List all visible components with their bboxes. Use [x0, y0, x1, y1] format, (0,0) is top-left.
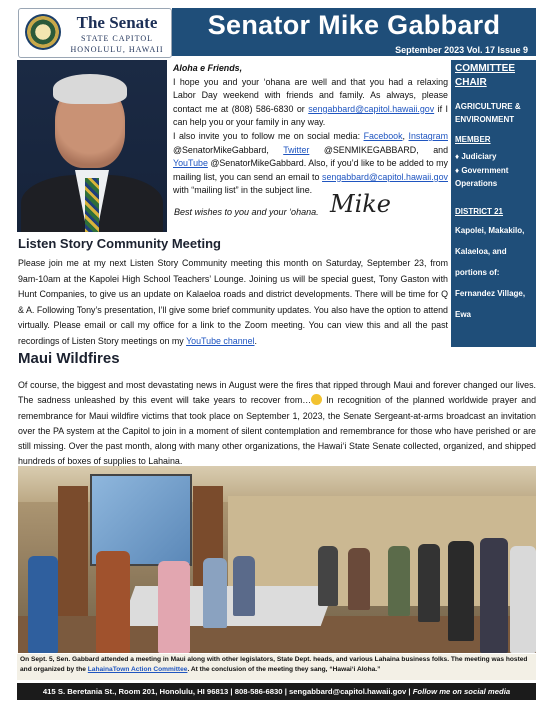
committee-label: COMMITTEE	[455, 63, 515, 74]
page-title: Senator Mike Gabbard	[207, 10, 501, 40]
chair-label: CHAIR	[455, 77, 487, 88]
signoff: Best wishes to you and your ‘ohana.	[174, 207, 319, 217]
member-label: MEMBER	[455, 135, 491, 144]
senator-portrait	[17, 60, 167, 232]
chair-committee: AGRICULTURE & ENVIRONMENT	[455, 102, 521, 124]
meeting-photo	[18, 466, 536, 653]
maui-heading: Maui Wildfires	[18, 350, 120, 367]
logo-line1: STATE CAPITOL	[81, 34, 153, 43]
title-banner	[172, 8, 536, 56]
twitter-link[interactable]: Twitter	[283, 144, 310, 155]
sidebar	[451, 60, 536, 347]
logo-line2: HONOLULU, HAWAII	[70, 45, 164, 54]
district-label: DISTRICT 21	[455, 207, 504, 216]
signature: Mike	[330, 190, 391, 218]
youtube-channel-link[interactable]: YouTube channel	[186, 335, 255, 346]
listen-story-text: Please join me at my next Listen Story Community meeting this month on Saturday, September 23, from 9am-10am at the Kapolei High School Teachers’ Lounge. Joining us will be special guest, Tony Gaston with Hunt Companies, to give us an update on Kalaeloa roads and district developments. There will be time for Q & A. Following Tony’s presentation, I’ll give some brief community updates. You also have the option to attend virtually. Please email or call my office for a link to the Zoom meeting. You can view this and all the past recordings of Listen Story meetings on my YouTube channel.	[18, 258, 448, 346]
senate-logo	[18, 8, 172, 58]
member-item: ♦ Judiciary	[455, 152, 497, 161]
state-seal-icon	[25, 14, 61, 50]
social-media-link[interactable]: Follow me on social media	[412, 687, 511, 696]
youtube-link[interactable]: YouTube	[173, 158, 208, 169]
greeting: Aloha e Friends,	[173, 63, 243, 73]
logo-title: The Senate	[76, 13, 158, 32]
instagram-link[interactable]: Instagram	[408, 130, 448, 141]
photo-caption: On Sept. 5, Sen. Gabbard attended a meeting in Maui along with other legislators, State Dept. heads, and various Lahaina business folks. The meeting was hosted and organized by the LahainaTown Action Committee. At the conclusion of the meeting they sang, “Hawai‘i Aloha.”	[17, 654, 536, 680]
lahainatown-link[interactable]: LahainaTown Action Committee	[87, 665, 188, 673]
facebook-link[interactable]: Facebook	[363, 130, 403, 141]
listen-story-heading: Listen Story Community Meeting	[18, 236, 221, 251]
member-item: ♦ Government Operations	[455, 166, 509, 188]
intro-letter: Aloha e Friends, I hope you and your ‘ohana are well and that you had a relaxing Labor Day weekend with friends and family. As always, please contact me at (808) 586-6830 or sengabbard@capitol.hawaii.gov if I can help you or your family in any way. I also invite you to follow me on social media: Facebook, Instagram @SenatorMikeGabbard, Twitter @SENMIKEGABBARD, and YouTube @SenatorMikeGabbard. Also, if you’d like to be added to my mailing list, you can send an email to sengabbard@capitol.hawaii.gov with “mailing list” in the subject line.	[173, 63, 449, 196]
sad-face-icon	[311, 394, 322, 405]
maui-text: Of course, the biggest and most devastating news in August were the fires that ripped through Maui and forever changed our lives. The sadness unleashed by this event will take years to recover from… In recognition of the planned worldwide prayer and remembrance for Maui wildfire victims that took place on September 1, 2023, the Senate Sergeant-at-arms broadcast an invitation over the PA system at the Capitol to join in a moment of silent contemplation and remembrance for those who have perished or are still missing. Over the past month, along with many other organizations, the Hawai‘i State Senate collected, organized, and shipped hundreds of boxes of supplies to Lahaina.	[18, 380, 537, 467]
district-areas: Kapolei, Makakilo, Kalaeloa, and portions of: Fernandez Village, Ewa	[455, 226, 526, 319]
issue-info: September 2023 Vol. 17 Issue 9	[395, 45, 528, 55]
email-link[interactable]: sengabbard@capitol.hawaii.gov	[308, 103, 435, 114]
footer: 415 S. Beretania St., Room 201, Honolulu, HI 96813 | 808-586-6830 | sengabbard@capitol.hawaii.gov | Follow me on social media	[17, 683, 536, 700]
mailing-email-link[interactable]: sengabbard@capitol.hawaii.gov	[322, 171, 448, 182]
